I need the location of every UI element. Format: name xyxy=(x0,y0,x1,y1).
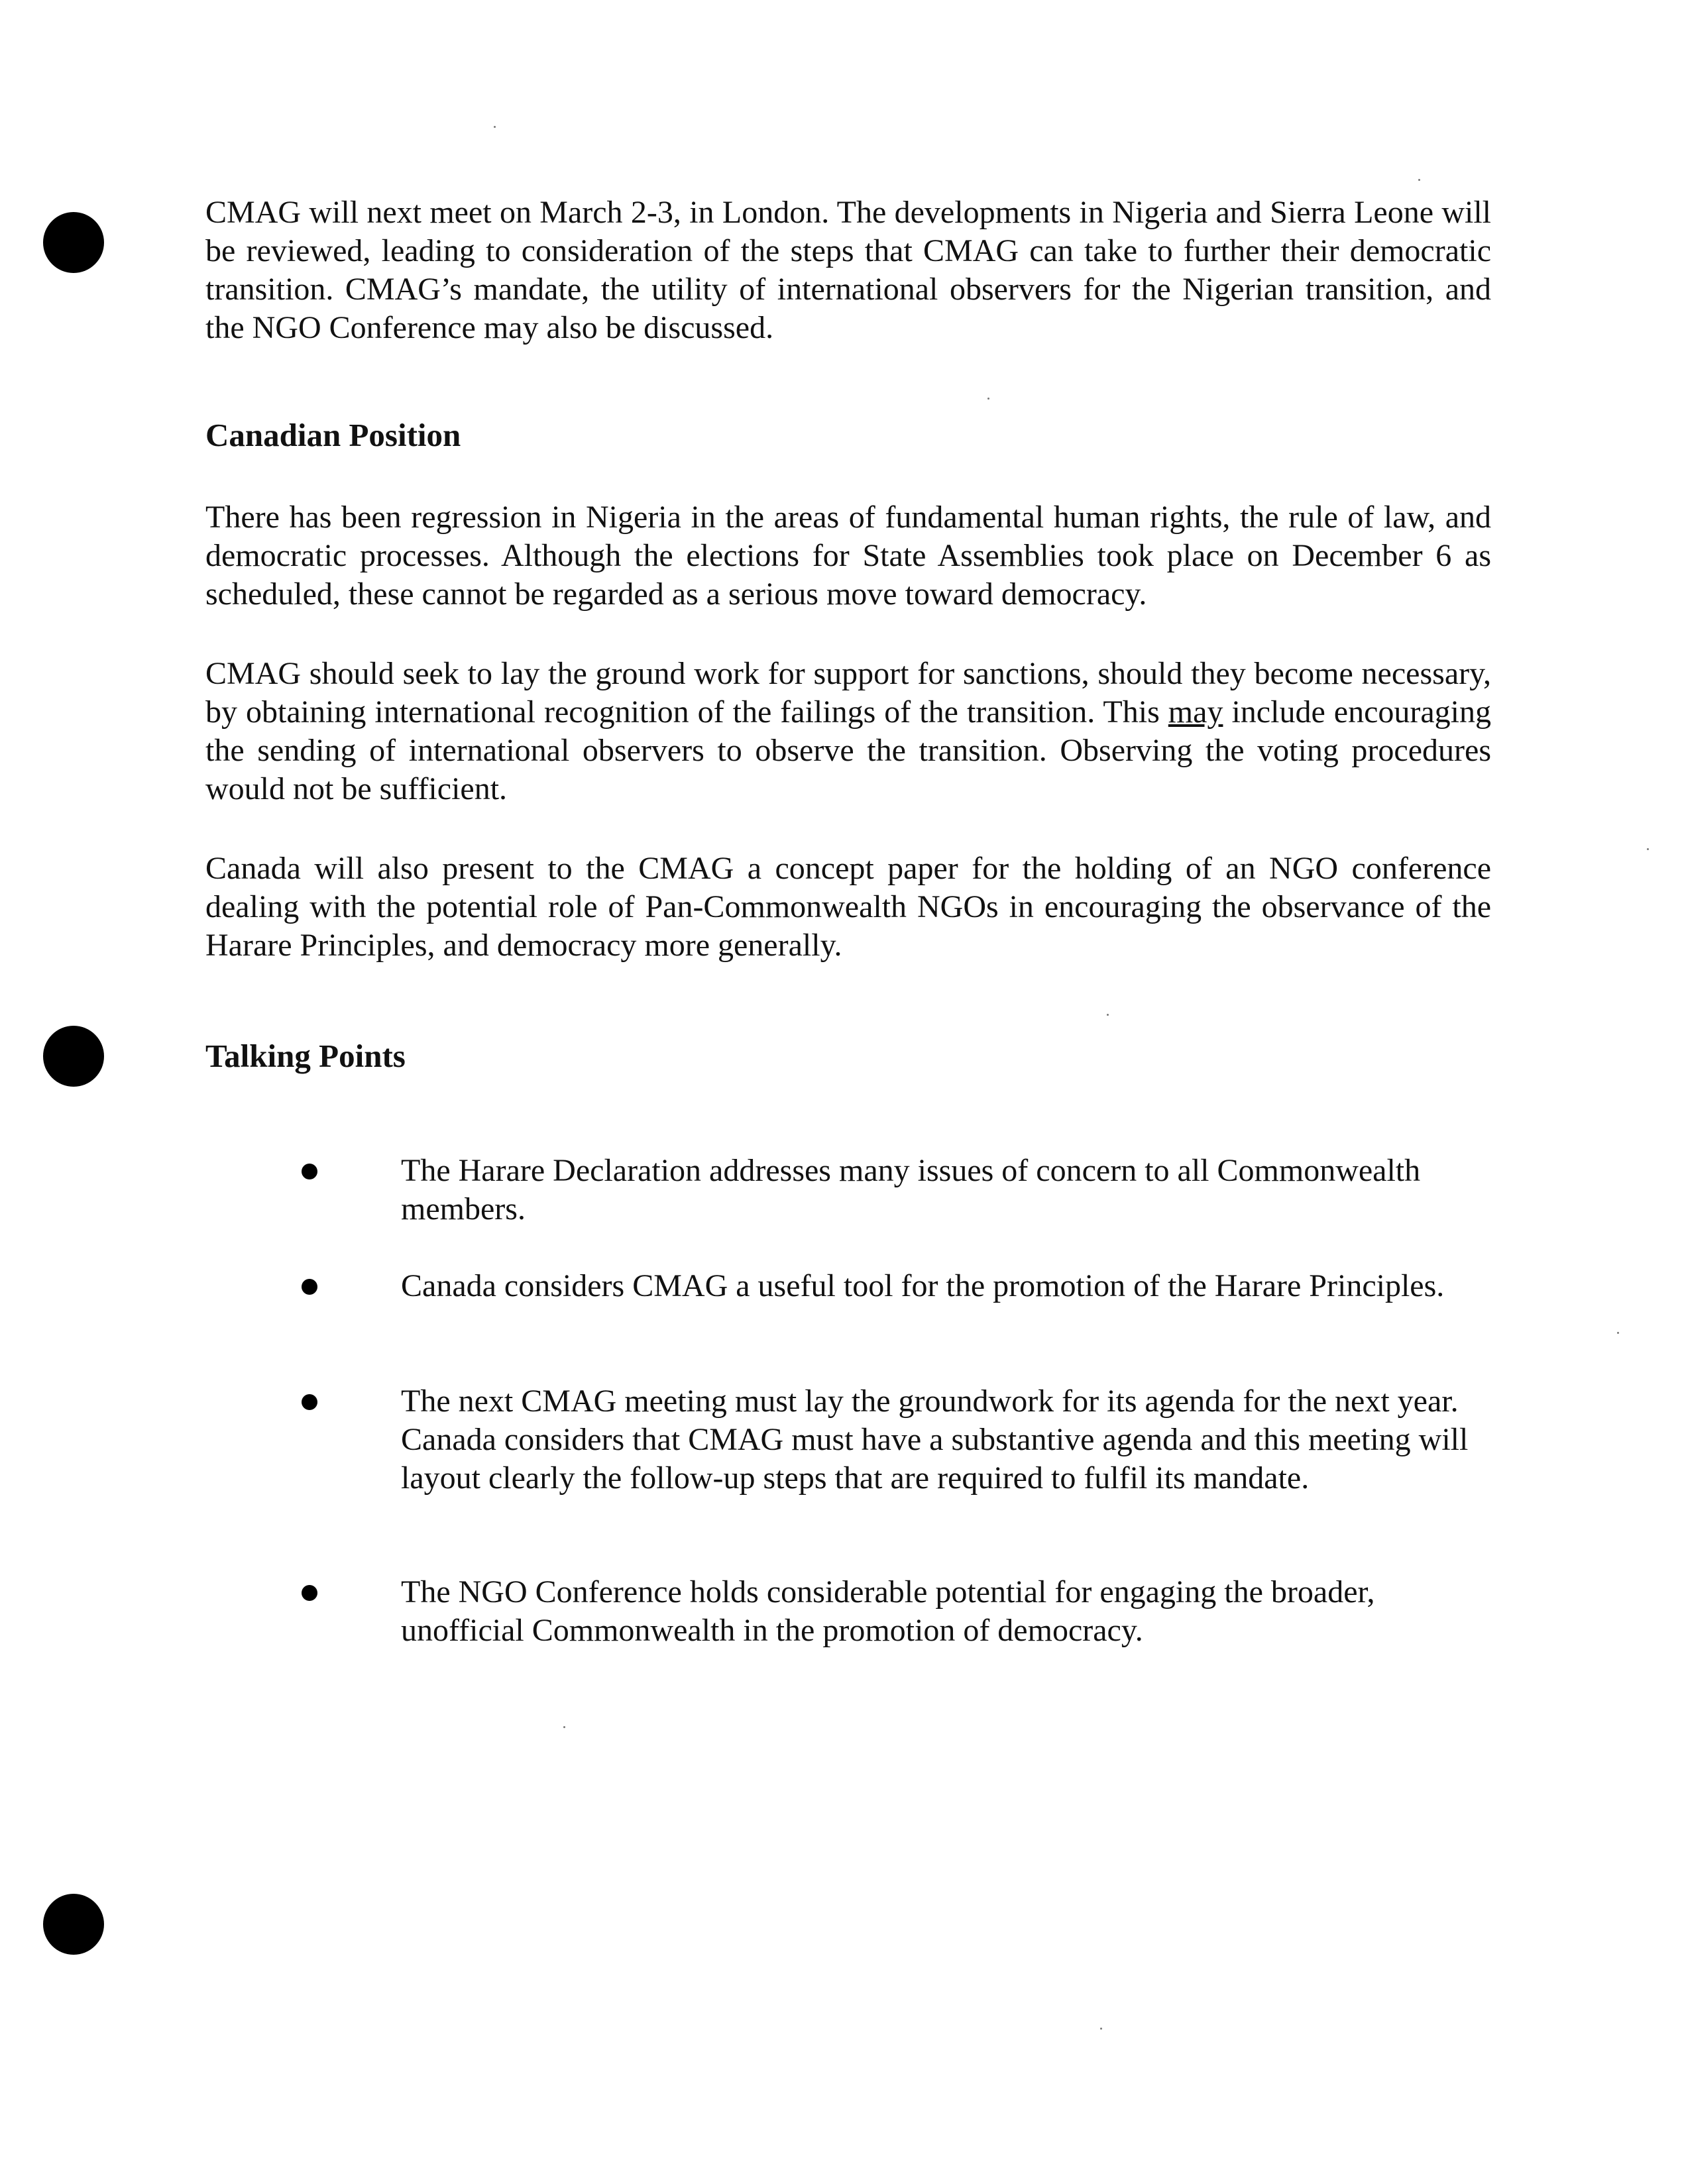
talking-point-text: The next CMAG meeting must lay the groundwork for its agenda for the next year. Canada considers that CMAG must have a substantive agenda and this meeting will layout clearly the follow-up steps that are required to fulfil its mandate. xyxy=(401,1384,1469,1496)
scan-speck xyxy=(987,398,989,400)
para2-underlined-may: may xyxy=(1168,694,1223,730)
bullet-icon xyxy=(302,1394,317,1410)
canadian-position-paragraph-1: There has been regression in Nigeria in the areas of fundamental human rights, the rule of law, and democratic processes. Although the elections for State Assemblies took place on December 6 as scheduled, these cannot be regarded as a serious move toward democracy. xyxy=(205,500,1491,612)
scan-speck xyxy=(1100,2028,1102,2030)
canadian-position-heading: Canadian Position xyxy=(205,417,461,453)
bullet-icon xyxy=(302,1279,317,1295)
para2-text-before: CMAG should seek to lay the ground work for support for sanctions, should they become necessary, by obtaining international recognition of the failings of the transition. This xyxy=(205,656,1491,730)
canadian-position-paragraph-3: Canada will also present to the CMAG a concept paper for the holding of an NGO conference dealing with the potential role of Pan-Commonwealth NGOs in encouraging the observance of the Harare Principles, and democracy more generally. xyxy=(205,851,1491,963)
talking-points-heading: Talking Points xyxy=(205,1038,406,1074)
para2-text-after: include encouraging the sending of international observers to observe the transition. Observing the voting procedures would not be sufficient. xyxy=(205,694,1492,806)
bullet-icon xyxy=(302,1585,317,1601)
scan-speck xyxy=(1617,1332,1619,1334)
punch-hole-middle xyxy=(43,1026,104,1087)
bullet-icon xyxy=(302,1164,317,1179)
scan-speck xyxy=(1647,848,1649,850)
punch-hole-bottom xyxy=(43,1894,104,1955)
talking-point-text: The NGO Conference holds considerable potential for engaging the broader, unofficial Commonwealth in the promotion of democracy. xyxy=(401,1574,1375,1648)
scan-speck xyxy=(1107,1014,1109,1016)
intro-paragraph: CMAG will next meet on March 2-3, in London. The developments in Nigeria and Sierra Leone will be reviewed, leading to consideration of the steps that CMAG can take to further their democratic transition. CMAG’s mandate, the utility of international observers for the Nigerian transition, and the NGO Conference may also be discussed. xyxy=(205,195,1491,345)
punch-hole-top xyxy=(43,212,104,273)
talking-point-text: Canada considers CMAG a useful tool for the promotion of the Harare Principles. xyxy=(401,1268,1445,1303)
scan-speck xyxy=(1418,179,1420,181)
canadian-position-paragraph-2 xyxy=(205,655,1491,808)
scan-speck xyxy=(494,126,496,128)
talking-point-text: The Harare Declaration addresses many issues of concern to all Commonwealth members. xyxy=(401,1153,1421,1227)
scan-speck xyxy=(563,1726,565,1728)
